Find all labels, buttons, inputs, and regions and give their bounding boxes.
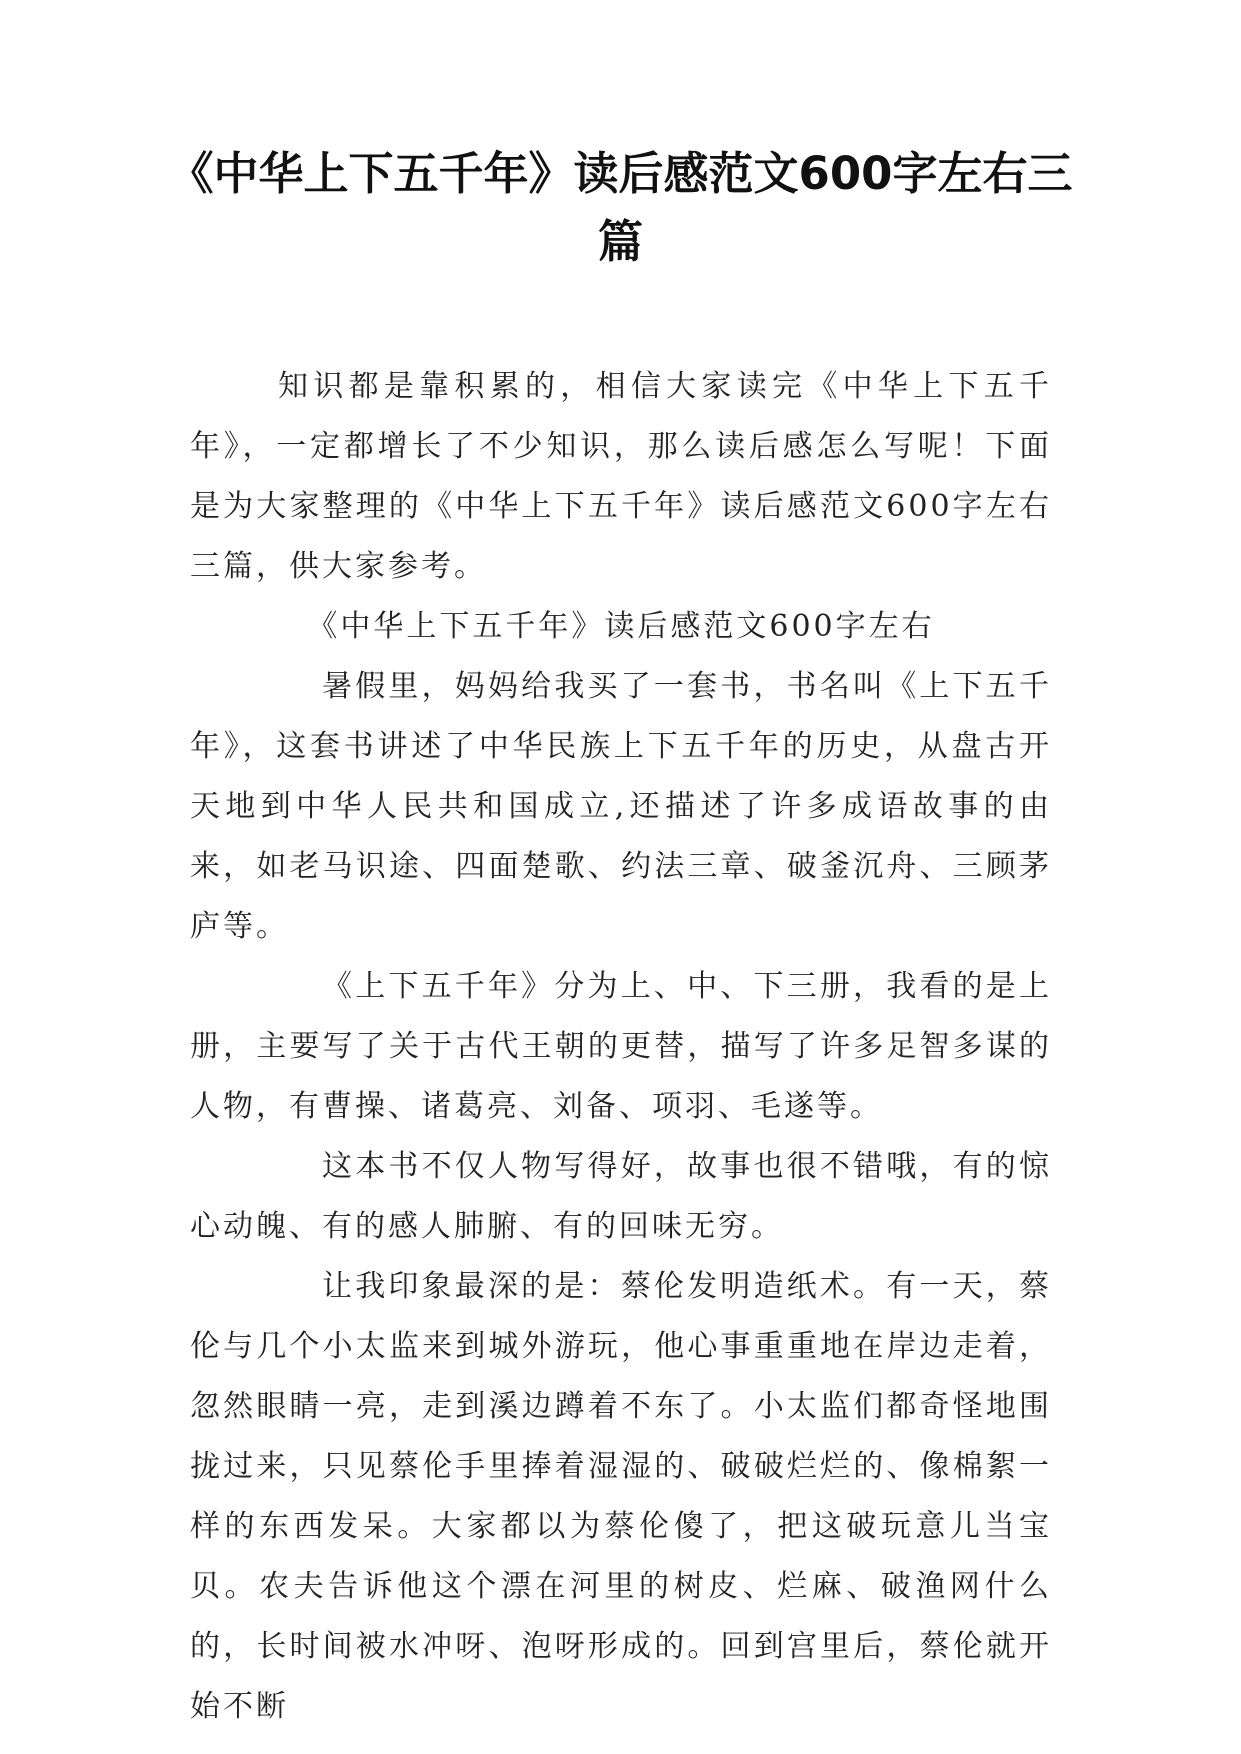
body-paragraph: 这本书不仅人物写得好，故事也很不错哦，有的惊心动魄、有的感人肺腑、有的回味无穷。 — [190, 1149, 1052, 1244]
body-paragraph: 《上下五千年》分为上、中、下三册，我看的是上册，主要写了关于古代王朝的更替，描写了许多足智多谋的人物，有曹操、诸葛亮、刘备、项羽、毛遂等。 — [190, 969, 1052, 1124]
intro-paragraph: 知识都是靠积累的，相信大家读完《中华上下五千年》，一定都增长了不少知识，那么读后感怎么写呢！下面是为大家整理的《中华上下五千年》读后感范文600字左右三篇，供大家参考。 — [190, 369, 1052, 584]
section-heading: 《中华上下五千年》读后感范文600字左右 — [307, 609, 935, 644]
document-body — [190, 357, 1052, 1737]
document-title: 《中华上下五千年》读后感范文600字左右三篇 — [168, 147, 1073, 268]
body-paragraph: 让我印象最深的是：蔡伦发明造纸术。有一天，蔡伦与几个小太监来到城外游玩，他心事重重地在岸边走着，忽然眼睛一亮，走到溪边蹲着不东了。小太监们都奇怪地围拢过来，只见蔡伦手里捧着湿湿的、破破烂烂的、像棉絮一样的东西发呆。大家都以为蔡伦傻了，把这破玩意儿当宝贝。农夫告诉他这个漂在河里的树皮、烂麻、破渔网什么的，长时间被水冲呀、泡呀形成的。回到宫里后，蔡伦就开始不断 — [190, 1269, 1052, 1724]
body-paragraph: 暑假里，妈妈给我买了一套书，书名叫《上下五千年》，这套书讲述了中华民族上下五千年的历史，从盘古开天地到中华人民共和国成立,还描述了许多成语故事的由来，如老马识途、四面楚歌、约法三章、破釜沉舟、三顾茅庐等。 — [190, 669, 1052, 944]
